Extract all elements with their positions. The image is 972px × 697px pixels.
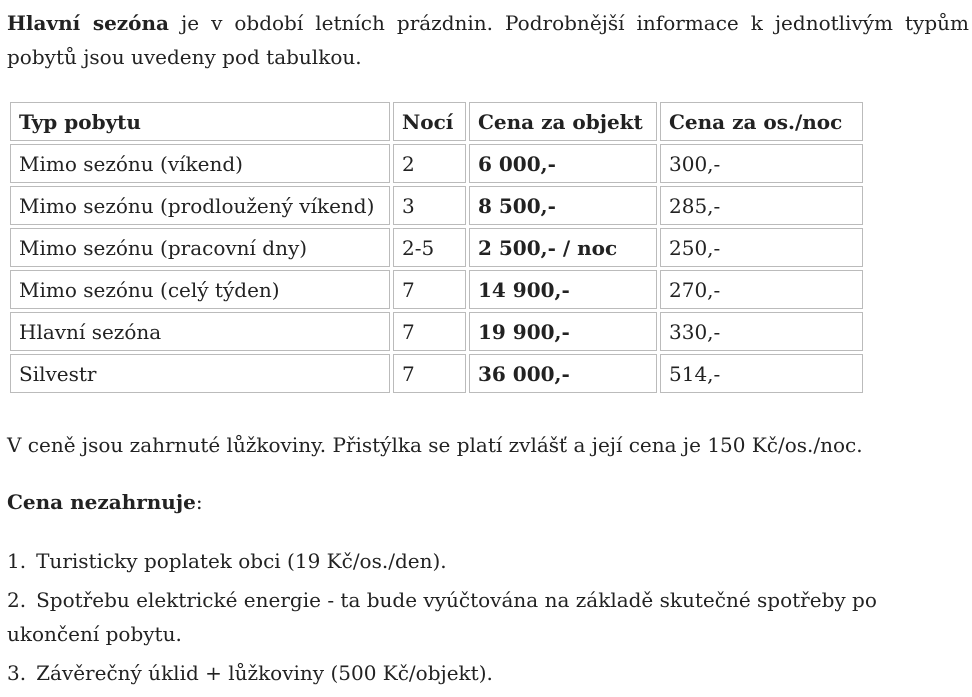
cell-nights: 7: [393, 312, 466, 351]
cell-type: Mimo sezónu (celý týden): [10, 270, 390, 309]
cell-nights: 7: [393, 354, 466, 393]
list-item-text: Závěrečný úklid + lůžkoviny (500 Kč/objekt).: [36, 661, 493, 685]
table-header-row: [10, 102, 863, 141]
cell-price-person: 270,-: [660, 270, 863, 309]
table-row: [10, 354, 863, 393]
intro-bold: Hlavní sezóna: [7, 11, 170, 35]
cell-price-object: 14 900,-: [469, 270, 657, 309]
table-row: [10, 228, 863, 267]
header-typ-pobytu: Typ pobytu: [10, 102, 390, 141]
header-cena-za-objekt: Cena za objekt: [469, 102, 657, 141]
list-item-number: 1.: [7, 549, 27, 573]
cell-price-person: 250,-: [660, 228, 863, 267]
cell-price-person: 300,-: [660, 144, 863, 183]
list-item: [7, 656, 969, 690]
cell-price-person: 285,-: [660, 186, 863, 225]
cell-price-object: 2 500,- / noc: [469, 228, 657, 267]
cell-type: Silvestr: [10, 354, 390, 393]
list-item-text: Spotřebu elektrické energie - ta bude vyúčtována na základě skutečné spotřeby po ukončení pobytu.: [7, 588, 877, 646]
cell-price-object: 36 000,-: [469, 354, 657, 393]
cell-type: Mimo sezónu (víkend): [10, 144, 390, 183]
cell-price-object: 8 500,-: [469, 186, 657, 225]
price-table: [7, 99, 866, 396]
cell-nights: 3: [393, 186, 466, 225]
exclusions-heading-text: Cena nezahrnuje: [7, 490, 196, 514]
table-row: [10, 312, 863, 351]
table-row: [10, 144, 863, 183]
header-noci: Nocí: [393, 102, 466, 141]
header-cena-za-os-noc: Cena za os./noc: [660, 102, 863, 141]
list-item: [7, 583, 969, 651]
intro-text: je v období letních prázdnin. Podrobnější informace k jednotlivým typům pobytů jsou uvedeny pod tabulkou.: [7, 11, 969, 69]
exclusions-list: [7, 544, 969, 695]
table-row: [10, 186, 863, 225]
table-row: [10, 270, 863, 309]
cell-nights: 2: [393, 144, 466, 183]
cell-price-object: 19 900,-: [469, 312, 657, 351]
cell-type: Hlavní sezóna: [10, 312, 390, 351]
price-note: V ceně jsou zahrnuté lůžkoviny. Přistýlka se platí zvlášť a její cena je 150 Kč/os./noc.: [7, 433, 863, 457]
intro-paragraph: [7, 6, 969, 74]
list-item: [7, 544, 969, 578]
exclusions-heading: [7, 485, 203, 519]
list-item-text: Turisticky poplatek obci (19 Kč/os./den).: [36, 549, 447, 573]
exclusions-heading-colon: :: [195, 490, 203, 514]
cell-price-person: 330,-: [660, 312, 863, 351]
cell-type: Mimo sezónu (prodloužený víkend): [10, 186, 390, 225]
cell-nights: 2-5: [393, 228, 466, 267]
list-item-number: 2.: [7, 588, 27, 612]
cell-price-person: 514,-: [660, 354, 863, 393]
list-item-number: 3.: [7, 661, 27, 685]
cell-nights: 7: [393, 270, 466, 309]
cell-price-object: 6 000,-: [469, 144, 657, 183]
cell-type: Mimo sezónu (pracovní dny): [10, 228, 390, 267]
